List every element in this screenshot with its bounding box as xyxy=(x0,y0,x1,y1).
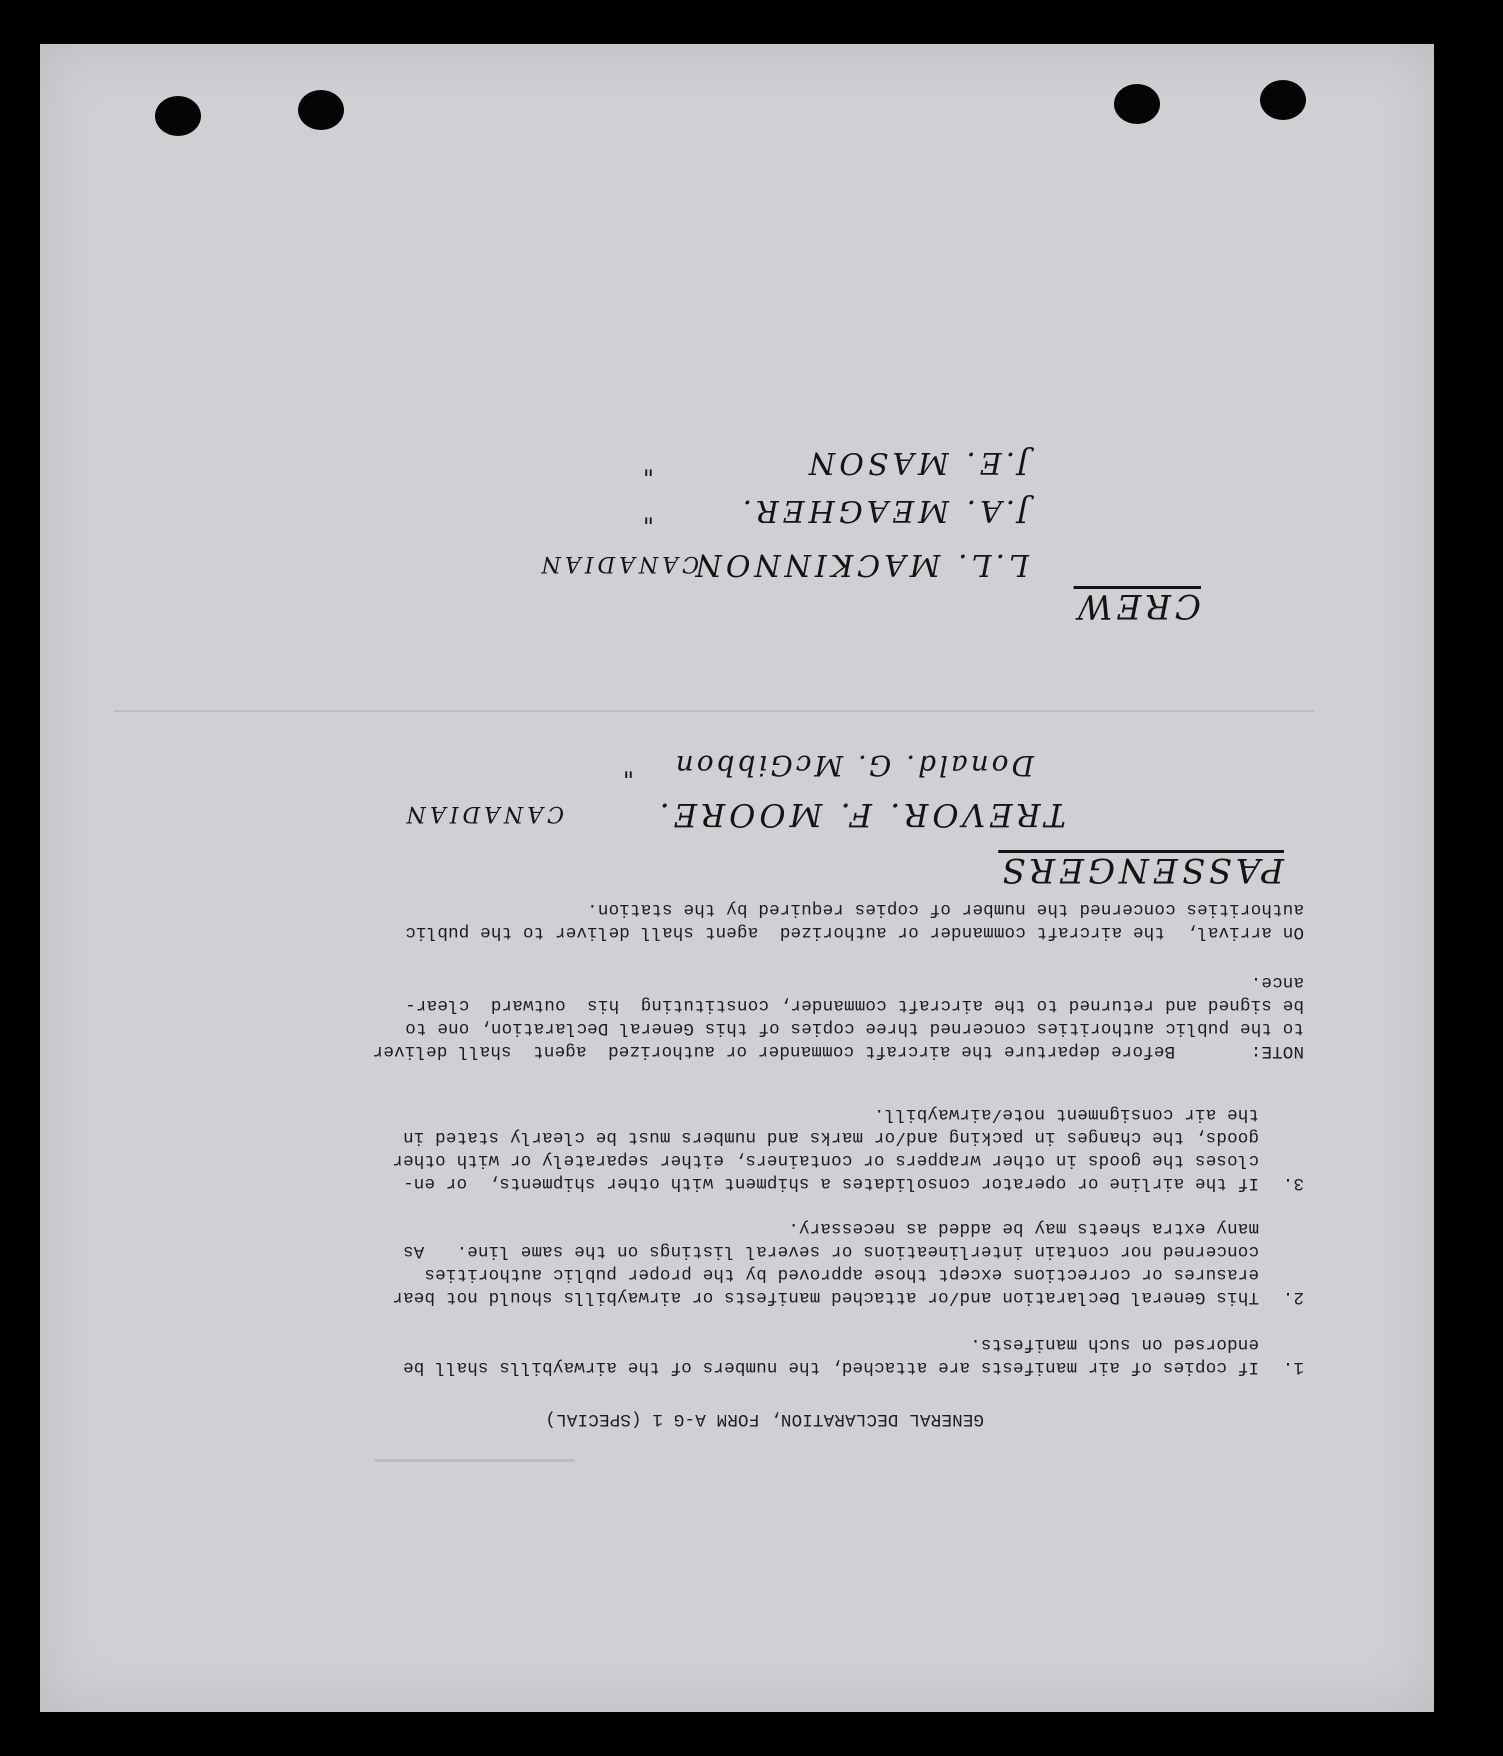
crew-name: L.L. MACKINNON xyxy=(691,547,1029,582)
document-title: GENERAL DECLARATION, FORM A-G 1 (SPECIAL) xyxy=(545,1409,984,1429)
item-text-line: goods, the changes in packing and/or marks and numbers must be clearly stated in xyxy=(402,1127,1259,1147)
item-text-line: This General Declaration and/or attached manifests or airwaybills should not bear xyxy=(392,1287,1259,1307)
item-text-line: If the airline or operator consolidates a shipment with other shipments, or en- xyxy=(402,1173,1259,1193)
crew-nationality: CANADIAN xyxy=(537,551,699,576)
note-text-line: ance. xyxy=(1250,972,1304,992)
crew-heading: CREW xyxy=(1073,586,1201,626)
crew-nationality: " xyxy=(638,452,654,480)
passenger-name: TREVOR. F. MOORE. xyxy=(655,796,1066,834)
item-number: 1. xyxy=(1282,1357,1304,1377)
item-text-line: If copies of air manifests are attached, the numbers of the airwaybills shall be xyxy=(402,1357,1259,1377)
note-text-line: be signed and returned to the aircraft commander, constituting his outward clear- xyxy=(405,995,1304,1015)
crew-name: J.A. MEAGHER. xyxy=(738,493,1029,528)
item-text-line: many extra sheets may be added as necessary. xyxy=(788,1218,1259,1238)
rotated-page-content xyxy=(40,44,1434,1712)
document-page xyxy=(40,44,1434,1712)
arrival-text-line: On arrival, the aircraft commander or authorized agent shall deliver to the public xyxy=(405,922,1304,942)
item-number: 2. xyxy=(1282,1287,1304,1307)
crew-name: J.E. MASON xyxy=(805,445,1029,480)
passenger-nationality: " xyxy=(618,754,634,782)
item-text-line: erasures or corrections except those approved by the proper public authorities xyxy=(424,1264,1259,1284)
note-text-line: Before departure the aircraft commander or authorized agent shall deliver xyxy=(372,1041,1250,1061)
note-text-line: to the public authorities concerned three copies of this General Declaration, one to xyxy=(405,1018,1304,1038)
bleed-through-mark xyxy=(114,710,1314,712)
bleed-through-mark xyxy=(374,1459,574,1502)
note-label: NOTE: xyxy=(1250,1041,1304,1061)
item-number: 3. xyxy=(1282,1173,1304,1193)
item-text-line: endorsed on such manifests. xyxy=(970,1334,1259,1354)
passenger-name: Donald. G. McGibbon xyxy=(672,749,1034,782)
item-text-line: the air consignment note/airwaybill. xyxy=(873,1104,1259,1124)
item-text-line: concerned nor contain interlineations or several listings on the same line. As xyxy=(402,1241,1259,1261)
passengers-heading: PASSENGERS xyxy=(998,850,1284,890)
passenger-nationality: CANADIAN xyxy=(402,801,564,826)
arrival-text-line: authorities concerned the number of copies required by the station. xyxy=(586,899,1304,919)
item-text-line: closes the goods in other wrappers or containers, either separately or with other xyxy=(392,1150,1259,1170)
crew-nationality: " xyxy=(638,500,654,528)
